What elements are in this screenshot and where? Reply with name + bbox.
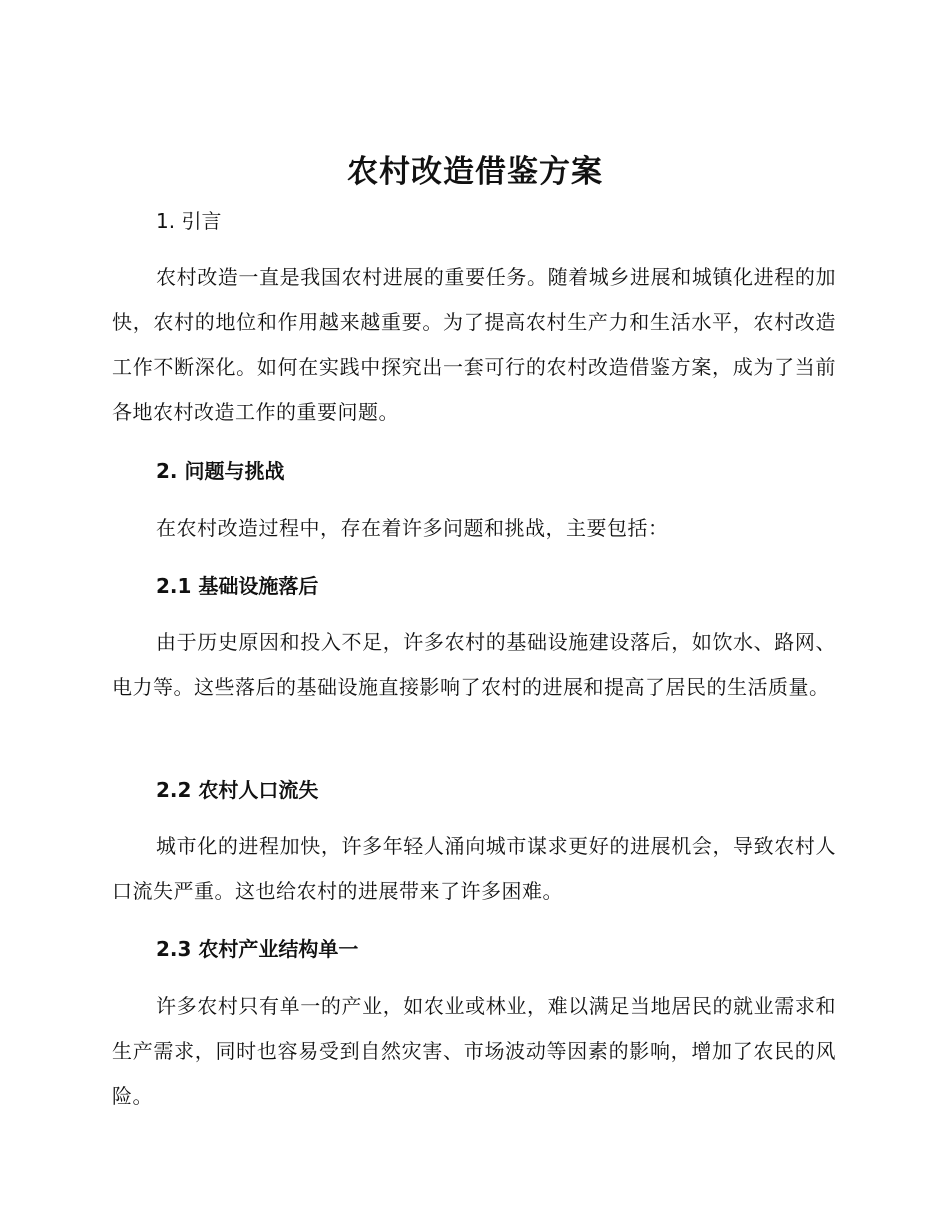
section-heading-population: 2.2 农村人口流失 [156, 778, 319, 802]
section-paragraph-population: 城市化的进程加快，许多年轻人涌向城市谋求更好的进展机会，导致农村人口流失严重。这也给农村的进展带来了许多困难。 [112, 834, 836, 903]
section-heading-industry: 2.3 农村产业结构单一 [156, 937, 359, 961]
document-title: 农村改造借鉴方案 [347, 154, 603, 190]
section-paragraph-industry: 许多农村只有单一的产业，如农业或林业，难以满足当地居民的就业需求和生产需求，同时也容易受到自然灾害、市场波动等因素的影响，增加了农民的风险。 [112, 994, 836, 1108]
section-heading-introduction: 1. 引言 [156, 209, 222, 233]
section-paragraph-problems: 在农村改造过程中，存在着许多问题和挑战，主要包括： [156, 516, 669, 540]
section-heading-infrastructure: 2.1 基础设施落后 [156, 574, 319, 598]
section-heading-problems: 2. 问题与挑战 [156, 459, 285, 483]
section-paragraph-infrastructure: 由于历史原因和投入不足，许多农村的基础设施建设落后，如饮水、路网、电力等。这些落后的基础设施直接影响了农村的进展和提高了居民的生活质量。 [112, 630, 836, 699]
section-paragraph-introduction: 农村改造一直是我国农村进展的重要任务。随着城乡进展和城镇化进程的加快，农村的地位和作用越来越重要。为了提高农村生产力和生活水平，农村改造工作不断深化。如何在实践中探究出一套可行的农村改造借鉴方案，成为了当前各地农村改造工作的重要问题。 [112, 265, 836, 424]
